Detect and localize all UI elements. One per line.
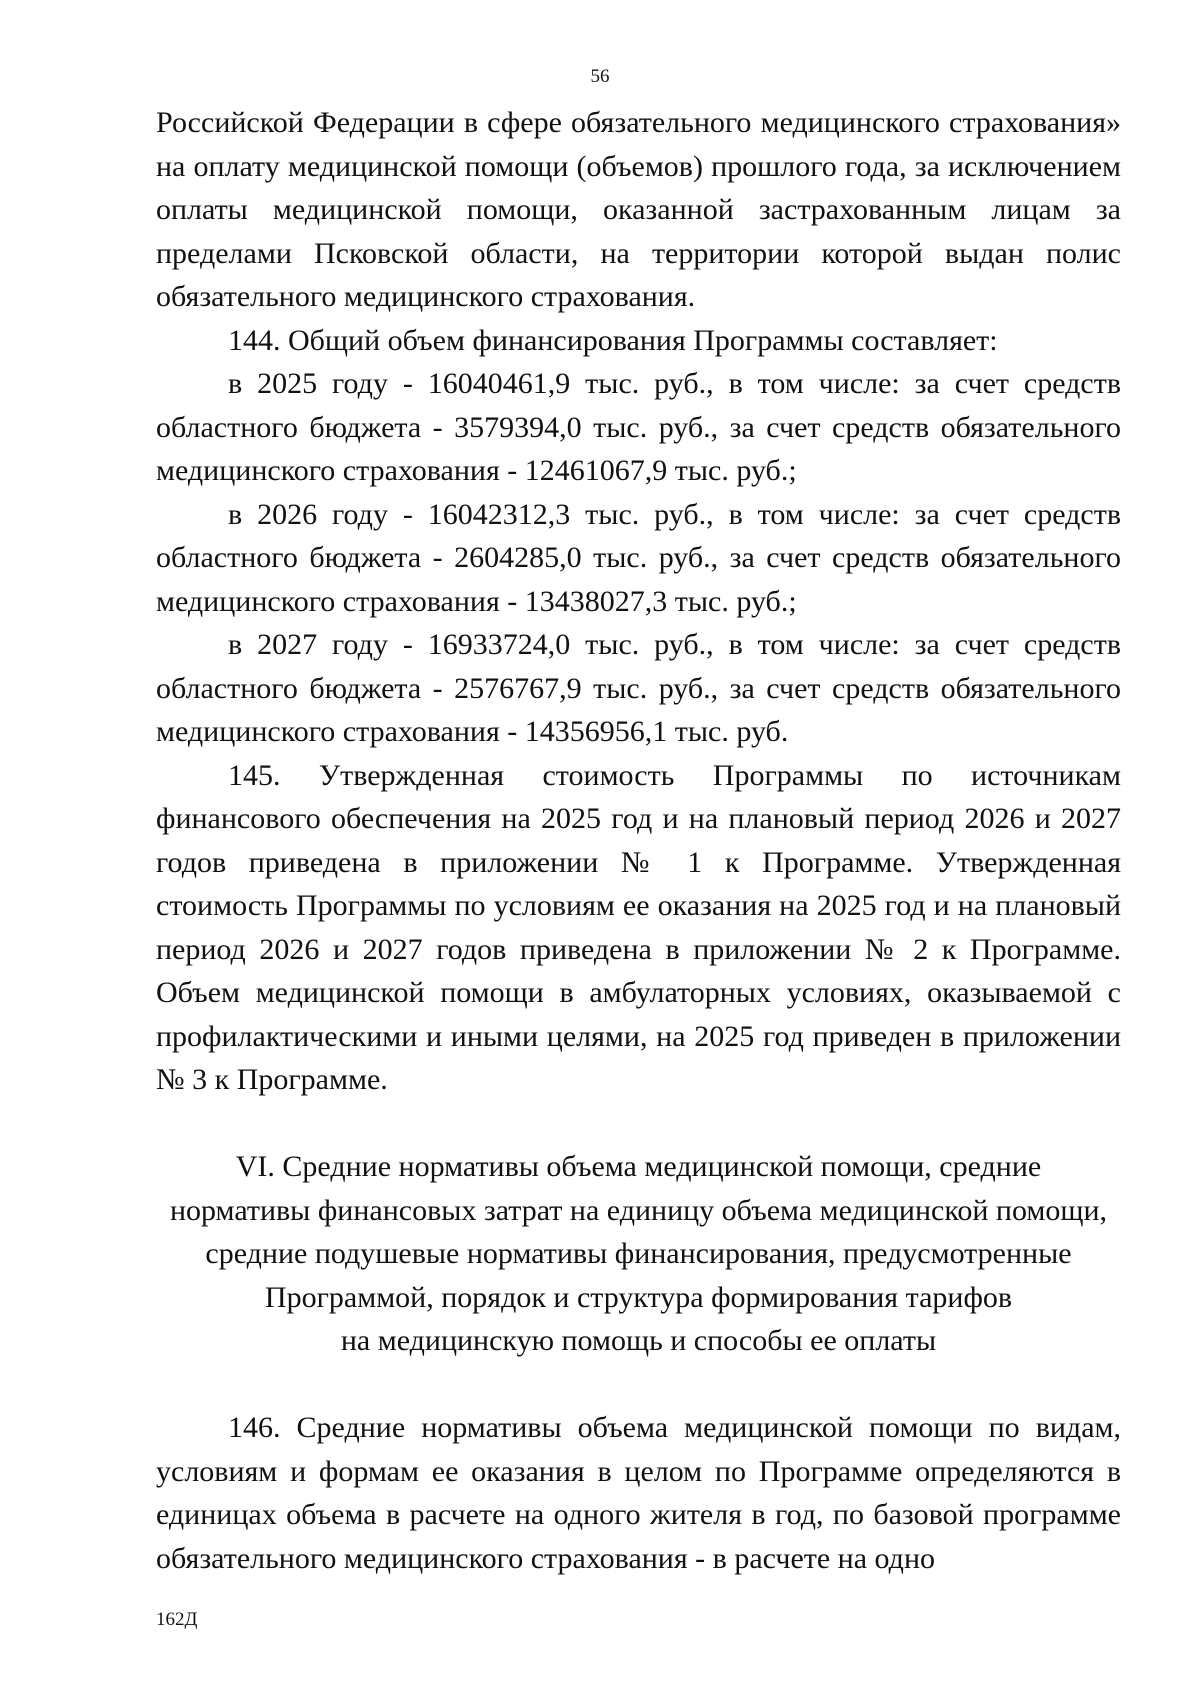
- section-heading-line: VI. Средние нормативы объема медицинской помощи, средние: [235, 1150, 1042, 1183]
- paragraph-144: 144. Общий объем финансирования Программы составляет:: [228, 323, 998, 357]
- section-heading-line: средние подушевые нормативы финансирования, предусмотренные: [205, 1237, 1072, 1270]
- paragraph-continuation: Российской Федерации в сфере обязательного медицинского страхования» на оплату медицинской помощи (объемов) прошлого года, за исключением оплаты медицинской помощи, оказанной застрахованным лицам за пределами Псковской области, на территории которой выдан полис обязательного медицинского страхования.: [156, 106, 1121, 313]
- paragraph-2027-funding: в 2027 году - 16933724,0 тыс. руб., в том числе: за счет средств областного бюджета - 2576767,9 тыс. руб., за счет средств обязательного медицинского страхования - 14356956,1 тыс. руб.: [156, 628, 1121, 748]
- paragraph-145: 145. Утвержденная стоимость Программы по источникам финансового обеспечения на 2025 год и на плановый период 2026 и 2027 годов приведена в приложении № 1 к Программе. Утвержденная стоимость Программы по условиям ее оказания на 2025 год и на плановый период 2026 и 2027 годов приведена в приложении № 2 к Программе. Объем медицинской помощи в амбулаторных условиях, оказываемой с профилактическими и иными целями, на 2025 год приведен в приложении № 3 к Программе.: [156, 758, 1121, 1096]
- section-heading-line: на медицинскую помощь и способы ее оплаты: [340, 1324, 937, 1357]
- page-number: 56: [590, 66, 610, 87]
- paragraph-2026-funding: в 2026 году - 16042312,3 тыс. руб., в том числе: за счет средств областного бюджета - 2604285,0 тыс. руб., за счет средств обязательного медицинского страхования - 13438027,3 тыс. руб.;: [156, 497, 1121, 618]
- document-body: [156, 101, 1121, 1580]
- document-code: 162Д: [156, 1609, 198, 1630]
- section-heading: [156, 1145, 1121, 1363]
- paragraph-146: 146. Средние нормативы объема медицинской помощи по видам, условиям и формам ее оказания в целом по Программе определяются в единицах объема в расчете на одного жителя в год, по базовой программе обязательного медицинского страхования - в расчете на одно: [156, 1411, 1121, 1575]
- paragraph-2025-funding: в 2025 году - 16040461,9 тыс. руб., в том числе: за счет средств областного бюджета - 3579394,0 тыс. руб., за счет средств обязательного медицинского страхования - 12461067,9 тыс. руб.;: [156, 367, 1121, 487]
- section-heading-line: Программой, порядок и структура формирования тарифов: [264, 1280, 1013, 1314]
- section-heading-line: нормативы финансовых затрат на единицу объема медицинской помощи,: [169, 1193, 1108, 1227]
